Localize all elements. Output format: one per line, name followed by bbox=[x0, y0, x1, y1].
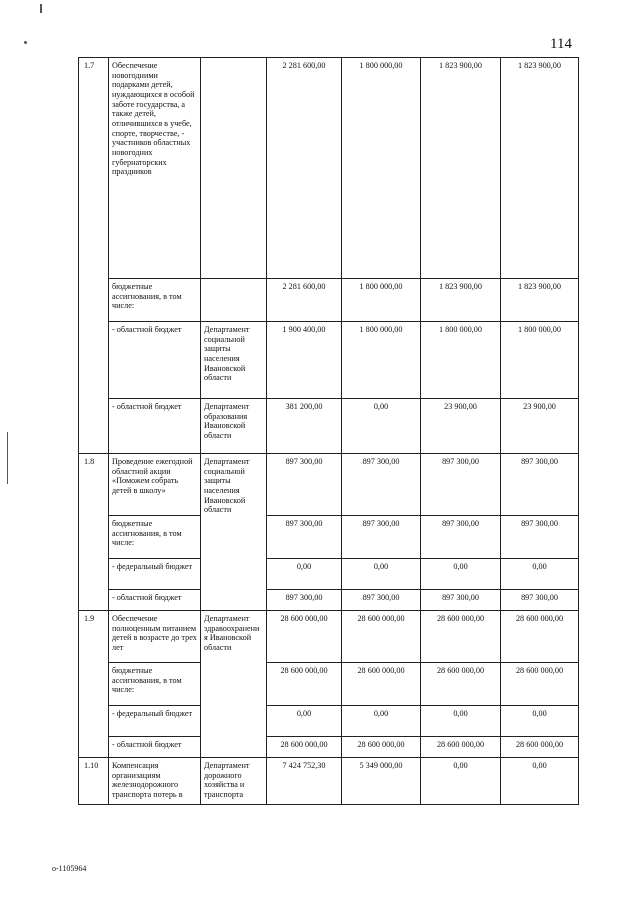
value-cell: 2 281 600,00 bbox=[267, 279, 342, 322]
value-cell: 1 800 000,00 bbox=[501, 322, 579, 399]
value-cell: 1 800 000,00 bbox=[342, 322, 421, 399]
row-title: Обеспечение новогодними подарками детей, нуждающихся в особой заботе государства, а также детей, отличившихся в учебе, спорте, творчестве, - участников областных новогодних губернаторских праздников bbox=[109, 58, 201, 279]
value-cell: 897 300,00 bbox=[501, 454, 579, 516]
value-cell: 897 300,00 bbox=[267, 590, 342, 611]
row-executor: Департамент социальной защиты населения Ивановской области bbox=[201, 322, 267, 399]
table-row bbox=[79, 279, 579, 322]
row-title: Компенсация организациям железнодорожного транспорта потерь в bbox=[109, 758, 201, 805]
row-title: - федеральный бюджет bbox=[109, 559, 201, 590]
value-cell: 28 600 000,00 bbox=[267, 663, 342, 706]
value-cell: 897 300,00 bbox=[342, 454, 421, 516]
value-cell: 0,00 bbox=[342, 559, 421, 590]
value-cell: 0,00 bbox=[342, 399, 421, 454]
scan-artifact bbox=[40, 4, 42, 13]
row-title: бюджетные ассигнования, в том числе: bbox=[109, 516, 201, 559]
value-cell: 28 600 000,00 bbox=[421, 611, 501, 663]
scan-artifact bbox=[7, 432, 8, 484]
row-title: бюджетные ассигнования, в том числе: bbox=[109, 279, 201, 322]
value-cell: 28 600 000,00 bbox=[501, 737, 579, 758]
value-cell: 897 300,00 bbox=[342, 516, 421, 559]
value-cell: 0,00 bbox=[267, 559, 342, 590]
value-cell: 897 300,00 bbox=[421, 454, 501, 516]
document-code: о-1105964 bbox=[52, 864, 87, 873]
value-cell: 1 800 000,00 bbox=[342, 58, 421, 279]
table-row bbox=[79, 322, 579, 399]
value-cell: 0,00 bbox=[421, 758, 501, 805]
table-row bbox=[79, 611, 579, 663]
row-title: бюджетные ассигнования, в том числе: bbox=[109, 663, 201, 706]
value-cell: 28 600 000,00 bbox=[342, 737, 421, 758]
table-row bbox=[79, 706, 579, 737]
value-cell: 897 300,00 bbox=[501, 590, 579, 611]
page-number: 114 bbox=[550, 36, 572, 52]
row-index: 1.10 bbox=[79, 758, 109, 805]
budget-table bbox=[78, 57, 579, 805]
scan-artifact bbox=[24, 41, 27, 44]
value-cell: 0,00 bbox=[421, 706, 501, 737]
value-cell: 0,00 bbox=[342, 706, 421, 737]
value-cell: 0,00 bbox=[267, 706, 342, 737]
row-executor: Департамент образования Ивановской области bbox=[201, 399, 267, 454]
value-cell: 1 800 000,00 bbox=[421, 322, 501, 399]
table-row bbox=[79, 454, 579, 516]
value-cell: 1 900 400,00 bbox=[267, 322, 342, 399]
value-cell: 28 600 000,00 bbox=[501, 663, 579, 706]
row-title: - областной бюджет bbox=[109, 737, 201, 758]
value-cell: 897 300,00 bbox=[501, 516, 579, 559]
row-executor: Департамент здравоохранения Ивановской области bbox=[201, 611, 267, 758]
value-cell: 0,00 bbox=[421, 559, 501, 590]
value-cell: 1 823 900,00 bbox=[421, 58, 501, 279]
row-title: - федеральный бюджет bbox=[109, 706, 201, 737]
table-row bbox=[79, 758, 579, 805]
table-row bbox=[79, 58, 579, 279]
value-cell: 0,00 bbox=[501, 706, 579, 737]
table-row bbox=[79, 590, 579, 611]
row-executor bbox=[201, 58, 267, 279]
value-cell: 0,00 bbox=[501, 758, 579, 805]
value-cell: 1 800 000,00 bbox=[342, 279, 421, 322]
row-index: 1.7 bbox=[79, 58, 109, 454]
value-cell: 7 424 752,30 bbox=[267, 758, 342, 805]
row-title: - областной бюджет bbox=[109, 399, 201, 454]
value-cell: 0,00 bbox=[501, 559, 579, 590]
value-cell: 897 300,00 bbox=[267, 454, 342, 516]
value-cell: 1 823 900,00 bbox=[501, 279, 579, 322]
value-cell: 28 600 000,00 bbox=[421, 737, 501, 758]
value-cell: 23 900,00 bbox=[421, 399, 501, 454]
value-cell: 897 300,00 bbox=[342, 590, 421, 611]
row-executor: Департамент дорожного хозяйства и транспорта bbox=[201, 758, 267, 805]
value-cell: 28 600 000,00 bbox=[342, 611, 421, 663]
table-row bbox=[79, 516, 579, 559]
value-cell: 23 900,00 bbox=[501, 399, 579, 454]
value-cell: 1 823 900,00 bbox=[421, 279, 501, 322]
row-title: Обеспечение полноценным питанием детей в возрасте до трех лет bbox=[109, 611, 201, 663]
value-cell: 5 349 000,00 bbox=[342, 758, 421, 805]
row-index: 1.8 bbox=[79, 454, 109, 611]
table-row bbox=[79, 663, 579, 706]
row-title: Проведение ежегодной областной акции «Поможем собрать детей в школу» bbox=[109, 454, 201, 516]
row-title: - областной бюджет bbox=[109, 590, 201, 611]
value-cell: 28 600 000,00 bbox=[501, 611, 579, 663]
value-cell: 897 300,00 bbox=[267, 516, 342, 559]
value-cell: 897 300,00 bbox=[421, 516, 501, 559]
value-cell: 2 281 600,00 bbox=[267, 58, 342, 279]
table-row bbox=[79, 559, 579, 590]
value-cell: 28 600 000,00 bbox=[267, 737, 342, 758]
value-cell: 28 600 000,00 bbox=[267, 611, 342, 663]
row-title: - областной бюджет bbox=[109, 322, 201, 399]
row-index: 1.9 bbox=[79, 611, 109, 758]
row-executor bbox=[201, 279, 267, 322]
table-row bbox=[79, 737, 579, 758]
value-cell: 381 200,00 bbox=[267, 399, 342, 454]
value-cell: 897 300,00 bbox=[421, 590, 501, 611]
value-cell: 1 823 900,00 bbox=[501, 58, 579, 279]
value-cell: 28 600 000,00 bbox=[342, 663, 421, 706]
value-cell: 28 600 000,00 bbox=[421, 663, 501, 706]
row-executor: Департамент социальной защиты населения Ивановской области bbox=[201, 454, 267, 611]
table-row bbox=[79, 399, 579, 454]
